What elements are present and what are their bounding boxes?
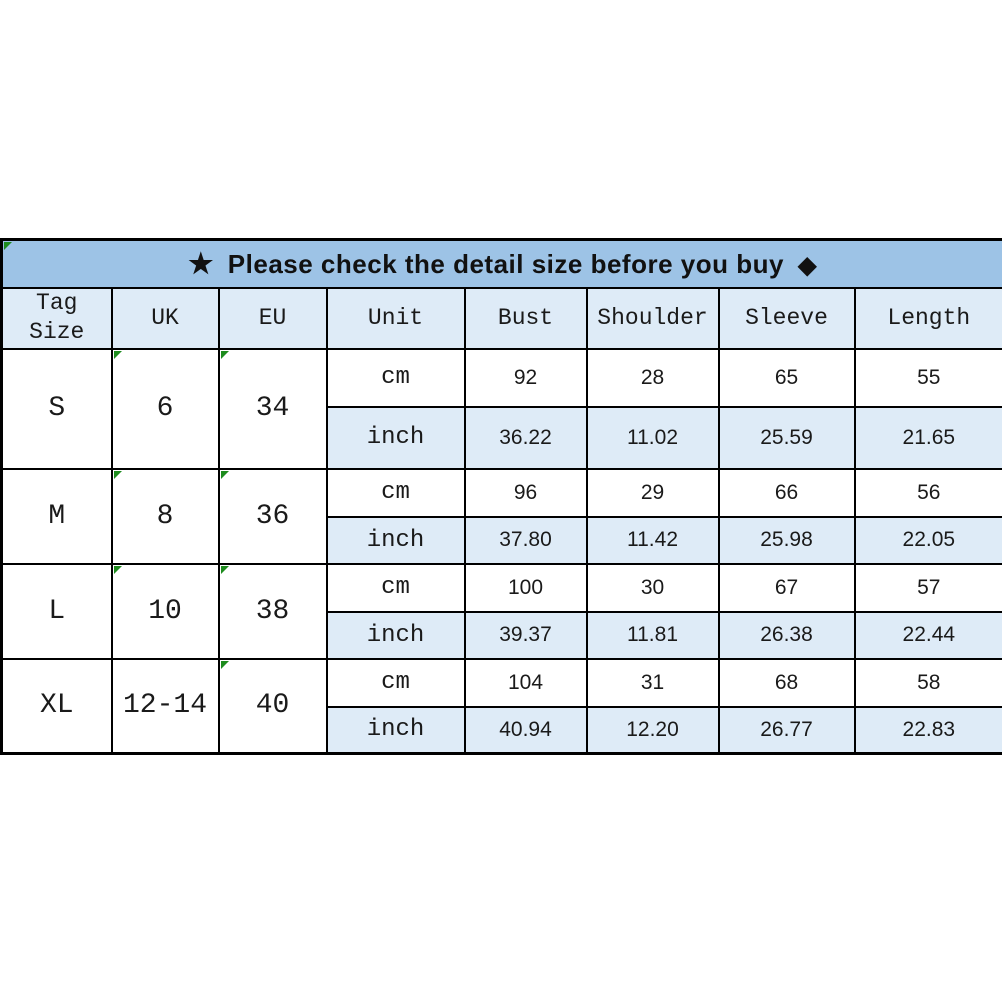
cell-s-inch-sleeve: 25.59 <box>719 407 855 469</box>
cell-m-inch-sleeve: 25.98 <box>719 517 855 564</box>
eu-value-m: 36 <box>255 500 290 532</box>
unit-cm-cell-xl: cm <box>327 659 465 707</box>
uk-value-l: 10 <box>148 595 182 627</box>
uk-cell-l <box>112 564 219 659</box>
cell-m-inch-shoulder: 11.42 <box>587 517 719 564</box>
eu-value-s: 34 <box>255 393 290 424</box>
error-indicator-icon <box>114 471 122 479</box>
cell-l-cm-length: 57 <box>855 564 1002 612</box>
unit-cm-cell-s: cm <box>327 349 465 407</box>
column-header-sleeve: Sleeve <box>719 288 855 349</box>
cell-m-inch-length: 22.05 <box>855 517 1002 564</box>
tag-cell-s: S <box>2 349 112 469</box>
cell-s-cm-bust: 92 <box>465 349 587 407</box>
cell-l-cm-shoulder: 30 <box>587 564 719 612</box>
cell-l-inch-sleeve: 26.38 <box>719 612 855 659</box>
table-row <box>2 659 1002 707</box>
cell-l-inch-shoulder: 11.81 <box>587 612 719 659</box>
cell-xl-cm-bust: 104 <box>465 659 587 707</box>
uk-value-m: 8 <box>156 500 174 532</box>
uk-cell-xl: 12-14 <box>112 659 219 754</box>
error-indicator-icon <box>4 242 12 250</box>
cell-m-inch-bust: 37.80 <box>465 517 587 564</box>
eu-value-l: 38 <box>255 595 290 627</box>
cell-xl-cm-shoulder: 31 <box>587 659 719 707</box>
diamond-icon: ◆ <box>797 252 817 280</box>
unit-inch-cell-m: inch <box>327 517 465 564</box>
cell-s-inch-bust: 36.22 <box>465 407 587 469</box>
tag-cell-l: L <box>2 564 112 659</box>
cell-s-cm-shoulder: 28 <box>587 349 719 407</box>
cell-m-cm-length: 56 <box>855 469 1002 517</box>
cell-xl-inch-length: 22.83 <box>855 707 1002 754</box>
banner <box>2 240 1002 288</box>
unit-cm-cell-l: cm <box>327 564 465 612</box>
tag-cell-xl: XL <box>2 659 112 754</box>
eu-cell-l <box>219 564 327 659</box>
column-header-bust: Bust <box>465 288 587 349</box>
column-header-shoulder: Shoulder <box>587 288 719 349</box>
error-indicator-icon <box>221 661 229 669</box>
cell-l-inch-bust: 39.37 <box>465 612 587 659</box>
table-row <box>2 349 1002 407</box>
cell-s-cm-length: 55 <box>855 349 1002 407</box>
error-indicator-icon <box>114 351 122 359</box>
column-header-unit: Unit <box>327 288 465 349</box>
cell-s-inch-shoulder: 11.02 <box>587 407 719 469</box>
eu-cell-m <box>219 469 327 564</box>
cell-xl-inch-bust: 40.94 <box>465 707 587 754</box>
cell-xl-cm-length: 58 <box>855 659 1002 707</box>
cell-xl-inch-shoulder: 12.20 <box>587 707 719 754</box>
banner-text: Please check the detail size before you buy <box>227 249 784 280</box>
cell-l-inch-length: 22.44 <box>855 612 1002 659</box>
column-header-eu: EU <box>219 288 327 349</box>
unit-cm-cell-m: cm <box>327 469 465 517</box>
unit-inch-cell-l: inch <box>327 612 465 659</box>
error-indicator-icon <box>221 566 229 574</box>
error-indicator-icon <box>221 471 229 479</box>
cell-m-cm-shoulder: 29 <box>587 469 719 517</box>
eu-cell-xl <box>219 659 327 754</box>
uk-cell-m <box>112 469 219 564</box>
eu-cell-s <box>219 349 327 469</box>
size-chart-table <box>0 238 1002 755</box>
tag-cell-m: M <box>2 469 112 564</box>
unit-inch-cell-s: inch <box>327 407 465 469</box>
star-icon: ★ <box>188 248 214 280</box>
cell-m-cm-bust: 96 <box>465 469 587 517</box>
size-chart <box>0 238 1002 755</box>
uk-cell-s <box>112 349 219 469</box>
column-header-tag-size: Tag Size <box>2 288 112 349</box>
cell-l-cm-bust: 100 <box>465 564 587 612</box>
column-header-length: Length <box>855 288 1002 349</box>
cell-xl-inch-sleeve: 26.77 <box>719 707 855 754</box>
error-indicator-icon <box>114 566 122 574</box>
unit-inch-cell-xl: inch <box>327 707 465 754</box>
cell-s-cm-sleeve: 65 <box>719 349 855 407</box>
table-row <box>2 564 1002 612</box>
cell-m-cm-sleeve: 66 <box>719 469 855 517</box>
cell-xl-cm-sleeve: 68 <box>719 659 855 707</box>
cell-l-cm-sleeve: 67 <box>719 564 855 612</box>
error-indicator-icon <box>221 351 229 359</box>
table-row <box>2 469 1002 517</box>
uk-value-s: 6 <box>156 393 174 424</box>
cell-s-inch-length: 21.65 <box>855 407 1002 469</box>
column-header-uk: UK <box>112 288 219 349</box>
eu-value-xl: 40 <box>255 690 290 722</box>
